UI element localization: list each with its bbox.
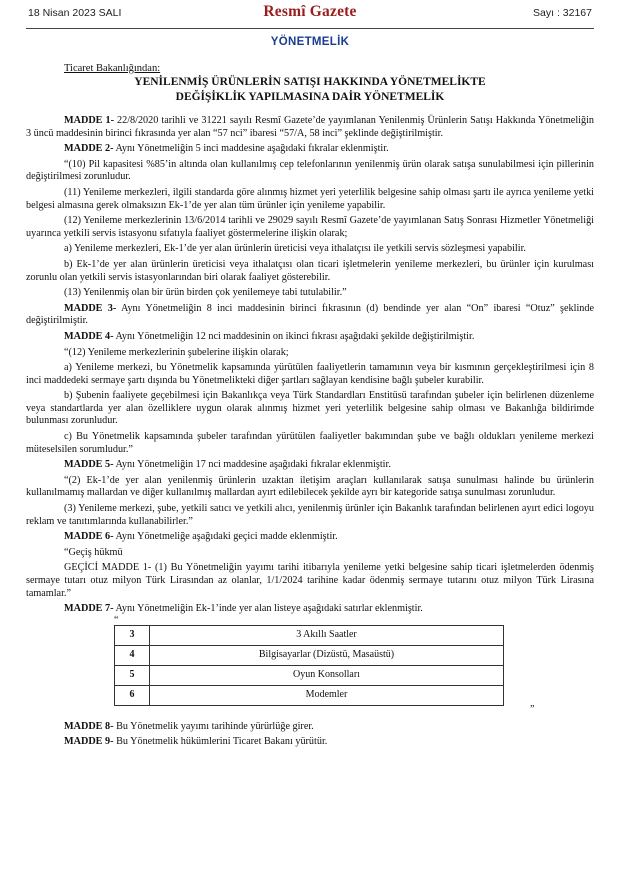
regulation-title-line: YENİLENMİŞ ÜRÜNLERİN SATIŞI HAKKINDA YÖNETMELİKTE — [134, 76, 486, 88]
table-row — [115, 645, 504, 665]
paragraph-text: (3) Yenileme merkezi, şube, yetkili satıcı ve yetkili alıcı, yenilenmiş ürünler için Bakanlık tarafından belirlenen ayırt edici logoyu reklam ve tanıtımlarında kullanabilirler.” — [26, 503, 594, 527]
row-label: Oyun Konsolları — [150, 665, 504, 685]
row-label: 3 Akıllı Saatler — [150, 625, 504, 645]
paragraph-text: 22/8/2020 tarihli ve 31221 sayılı Resmî Gazete’de yayımlanan Yenilenmiş Ürünlerin Satışı Hakkında Yönetmeliğin 3 üncü maddesinin birinci fıkrasında yer alan “57 nci” ibaresi “57/A, 58 inci” şeklinde değiştirilmiştir. — [26, 115, 595, 139]
article-number: MADDE 8- — [64, 720, 114, 732]
paragraph-text: (13) Yenilenmiş olan bir ürün birden çok yenilemeye tabi tutulabilir.” — [64, 287, 347, 299]
table-row — [115, 665, 504, 685]
article-number: MADDE 4- — [64, 330, 114, 342]
paragraph-text: a) Yenileme merkezleri, Ek-1’de yer alan ürünlerin üreticisi veya ithalatçısı ile yetkili servis sözleşmesi yapabilir. — [64, 243, 526, 255]
table-row — [115, 685, 504, 705]
clause-paragraph — [26, 431, 594, 456]
regulation-title — [26, 75, 594, 105]
paragraph-text: “(2) Ek-1’de yer alan yenilenmiş ürünlerin uzaktan iletişim araçları kullanılarak satışa sunulması halinde bu ürünlerin kullanılmamış mallardan ve diğer kullanılmış mallardan ayırt edilebilecek şekilde ayrı bir kategoride satışa sunulması zorunludur. — [26, 474, 594, 499]
issue-number: Sayı : 32167 — [533, 7, 592, 19]
gazette-header — [26, 0, 594, 29]
clause-paragraph — [26, 215, 594, 240]
row-number: 5 — [115, 665, 150, 685]
article-paragraph — [26, 721, 594, 734]
article-number: MADDE 6- — [64, 531, 114, 543]
paragraph-text: Bu Yönetmelik yayımı tarihinde yürürlüğe girer. — [113, 720, 314, 732]
article-paragraph — [26, 736, 594, 749]
article-paragraph — [26, 459, 594, 472]
clause-paragraph — [26, 187, 594, 212]
clause-paragraph — [26, 503, 594, 528]
article-paragraph — [26, 331, 594, 344]
closing-articles — [26, 721, 594, 749]
paragraph-text: GEÇİCİ MADDE 1- (1) Bu Yönetmeliğin yayımı tarihi itibarıyla yenileme yetki belgesine sahip ticari işletmelerden ödenmiş sermaye tutarı otuz milyon Türk Lirasından az olanlar, 1/1/2024 tarihine kadar ödenmiş sermaye tutarını otuz milyon Türk Lirasına tamamlar.” — [26, 562, 594, 599]
paragraph-text: b) Ek-1’de yer alan ürünlerin üreticisi veya ithalatçısı olan ticari işletmelerin yenileme merkezleri, bu ürünler için kurulması zorunlu olan yetkili servis istasyonlarından biri olarak faaliyet gösterebilir. — [26, 258, 594, 283]
row-label: Modemler — [150, 685, 504, 705]
clause-paragraph — [26, 475, 594, 500]
regulation-body — [26, 115, 594, 749]
article-number: MADDE 7- — [64, 603, 114, 615]
article-paragraph — [26, 603, 594, 616]
paragraph-text: b) Şubenin faaliyete geçebilmesi için Bakanlıkça veya Türk Standardları Enstitüsü tarafından şubeler için belirlenen düzenleme veya standartlarda yer alan özelliklere uygun olarak alınmış hizmet yeri yeterlilik belgesine sahip olması ve Bakanlığa bildirimde bulunması zorunludur. — [26, 390, 594, 427]
section-heading: YÖNETMELİK — [270, 36, 350, 48]
paragraph-text: (12) Yenileme merkezlerinin 13/6/2014 tarihli ve 29029 sayılı Resmî Gazete’de yayımlanan Satış Sonrası Hizmetler Yönetmeliği uyarınca yetkili servis istasyonu sıfatıyla faaliyet göstermelerine ilişkin olarak; — [26, 215, 594, 239]
table-close-quote: ” — [530, 703, 535, 715]
paragraph-text: Aynı Yönetmeliğin 17 nci maddesine aşağıdaki fıkralar eklenmiştir. — [113, 459, 391, 471]
table-open-quote: “ — [114, 614, 119, 626]
paragraph-text: Aynı Yönetmeliğin Ek-1’inde yer alan listeye aşağıdaki satırlar eklenmiştir. — [113, 603, 423, 615]
article-list — [26, 115, 594, 616]
paragraph-text: “(10) Pil kapasitesi %85’in altında olan kullanılmış cep telefonlarının yenilenmiş ürün olarak satışa sunulabilmesi için pillerinin değiştirilmesi zorunludur. — [26, 158, 594, 183]
row-label: Bilgisayarlar (Dizüstü, Masaüstü) — [150, 645, 504, 665]
article-paragraph — [26, 143, 594, 156]
paragraph-text: “(12) Yenileme merkezlerinin şubelerine ilişkin olarak; — [64, 346, 289, 358]
paragraph-text: Bu Yönetmelik hükümlerini Ticaret Bakanı yürütür. — [113, 736, 328, 748]
clause-paragraph — [26, 362, 594, 387]
article-number: MADDE 5- — [64, 459, 114, 471]
clause-paragraph — [26, 159, 594, 184]
regulation-title-line: DEĞİŞİKLİK YAPILMASINA DAİR YÖNETMELİK — [175, 91, 445, 103]
clause-paragraph — [26, 287, 594, 300]
paragraph-text: (11) Yenileme merkezleri, ilgili standarda göre alınmış hizmet yeri yeterlilik belgesine sahip olması şartı ile ayrıca yenileme yetki belgesi almasına gerek olmaksızın Ek-1’de yer alan tüm ürünler için yenileme yapabilir. — [26, 186, 594, 211]
article-number: MADDE 1- — [64, 115, 114, 126]
clause-paragraph — [26, 259, 594, 284]
issue-date: 18 Nisan 2023 SALI — [28, 7, 122, 19]
article-number: MADDE 9- — [64, 736, 114, 748]
row-number: 6 — [115, 685, 150, 705]
paragraph-text: Aynı Yönetmeliğe aşağıdaki geçici madde eklenmiştir. — [113, 531, 338, 543]
annex-list-table — [114, 625, 504, 706]
paragraph-text: Aynı Yönetmeliğin 12 nci maddesinin on ikinci fıkrası aşağıdaki şekilde değiştirilmiştir. — [113, 330, 475, 342]
paragraph-text: “Geçiş hükmü — [64, 546, 123, 558]
table-row — [115, 625, 504, 645]
paragraph-text: Aynı Yönetmeliğin 5 inci maddesine aşağıdaki fıkralar eklenmiştir. — [113, 143, 389, 155]
article-number: MADDE 3- — [64, 302, 117, 314]
clause-paragraph — [26, 347, 594, 360]
article-paragraph — [26, 303, 594, 328]
row-number: 3 — [115, 625, 150, 645]
clause-paragraph — [26, 243, 594, 256]
clause-paragraph — [26, 547, 594, 560]
article-number: MADDE 2- — [64, 143, 114, 155]
issuing-ministry: Ticaret Bakanlığından: — [64, 63, 161, 74]
clause-paragraph — [26, 390, 594, 428]
row-number: 4 — [115, 645, 150, 665]
gazette-title: Resmî Gazete — [263, 3, 357, 20]
clause-paragraph — [26, 562, 594, 600]
paragraph-text: a) Yenileme merkezi, bu Yönetmelik kapsamında yürütülen faaliyetlerin tamamının veya bir kısmının gerçekleştirilmesi için 8 inci maddedeki sermaye şartı dışında bu Yönetmelikteki diğer şartları sağlayan kendisine bağlı şubeler kurabilir. — [26, 362, 594, 386]
article-paragraph — [26, 115, 594, 140]
article-paragraph — [26, 531, 594, 544]
paragraph-text: Aynı Yönetmeliğin 8 inci maddesinin birinci fıkrasının (d) bendinde yer alan “On” ibaresi “Otuz” şeklinde değiştirilmiştir. — [26, 302, 595, 327]
paragraph-text: c) Bu Yönetmelik kapsamında şubeler tarafından yürütülen faaliyetler bakımından şube ve bağlı oldukları yenileme merkezi müteselsilen sorumludur.” — [26, 431, 594, 455]
